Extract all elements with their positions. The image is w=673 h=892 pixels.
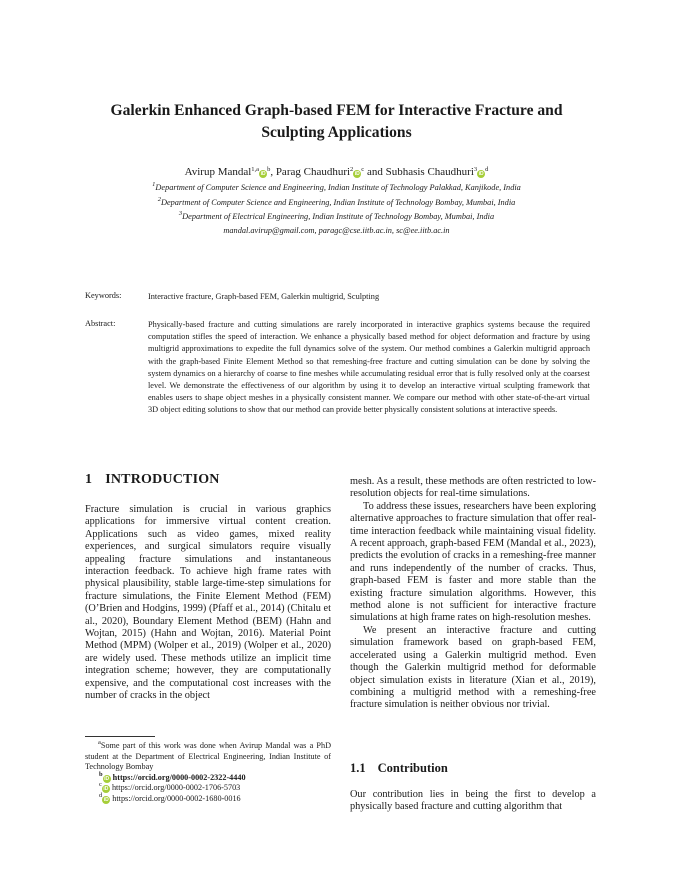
- author-footnote-mark: c: [361, 166, 365, 173]
- subsection-number: 1.1: [350, 761, 366, 775]
- author-affil-mark: 1,a: [251, 166, 260, 173]
- subsection-body: [350, 789, 596, 814]
- author-name: Parag Chaudhuri: [275, 166, 351, 178]
- left-column: [85, 504, 331, 703]
- author-footnote-mark: d: [485, 166, 489, 173]
- footnote-mark: d: [99, 791, 103, 799]
- author-affil-mark: 3: [473, 166, 478, 173]
- affiliation-2: [40, 197, 633, 209]
- affiliation-3: [40, 211, 633, 223]
- body-paragraph: To address these issues, researchers have been exploring alternative approaches to fracture simulation that offer real-time interaction feedback while maintaining visual fidelity. A recent approach, graph-based FEM (Mandal et al., 2023), predicts the evolution of cracks in a remeshing-free manner and runs independently of the number of cracks. Thus, graph-based FEM is faster and more stable than the existing fracture simulation algorithms. However, this method alone is not sufficient for interactive fracture simulations at high frame rates on high-resolution meshes.: [350, 500, 596, 624]
- affiliation-text: Department of Computer Science and Engineering, Indian Institute of Technology Palakkad, Kanjikode, India: [155, 183, 521, 192]
- right-column: [350, 476, 596, 712]
- author-emails[interactable]: mandal.avirup@gmail.com, paragc@cse.iitb.ac.in, sc@ee.iitb.ac.in: [223, 226, 450, 235]
- orcid-icon: iD: [104, 775, 110, 782]
- footnotes: [85, 741, 331, 805]
- footnote-d: [85, 791, 331, 805]
- affiliation-text: Department of Computer Science and Engineering, Indian Institute of Technology Bombay, Mumbai, India: [160, 198, 516, 207]
- orcid-icon[interactable]: iD: [478, 171, 484, 177]
- body-paragraph: We present an interactive fracture and cutting simulation framework based on graph-based FEM, accelerated using a Galerkin multigrid method. Even though the Galerkin multigrid method for deformable object simulation exists in literature (Xian et al., 2019), combining a multigrid method with a remeshing-free fracture simulation is neither obvious nor trivial.: [350, 624, 596, 711]
- paper-title: [40, 100, 633, 144]
- subsection-heading: [350, 761, 448, 776]
- affiliation-number: 1: [152, 181, 156, 188]
- affiliation-1: [40, 182, 633, 194]
- footnote-mark: c: [99, 781, 102, 789]
- author-affil-mark: 2: [350, 166, 354, 173]
- abstract-text: Physically-based fracture and cutting simulations are rarely incorporated in interactive graphics systems because the required computation stifles the speed of interaction. We enhance a physically based method for object deformation and fracture by using multigrid approximations to expedite the full dynamics solve of the system. Our method combines a Galerkin multigrid approach with the graph-based Finite Element Method so that remeshing-free fracture and cutting simulation can be done by solving the system dynamics on a hierarchy of coarse to fine meshes while accumulating residual error that is fully resolved only at the coarsest level. We demonstrate the effectiveness of our algorithm by using it to develop an interactive virtual sculpting framework that enables users to shape object meshes in a physically consistent manner. We compare our method with other state-of-the-art virtual 3D object editing solutions to show that our method can provide better physically consistent solutions at interactive speeds.: [148, 320, 590, 415]
- footnote-mark: a: [98, 739, 101, 746]
- section-number: 1: [85, 472, 93, 487]
- footnote-mark: b: [99, 770, 103, 778]
- author-list: [40, 165, 633, 179]
- author-separator: and: [364, 166, 386, 178]
- author-separator: ,: [270, 166, 276, 178]
- paper-title-line-1: Galerkin Enhanced Graph-based FEM for Interactive Fracture and: [110, 102, 563, 119]
- keywords-label: Keywords:: [85, 291, 122, 300]
- section-heading: [85, 472, 220, 488]
- orcid-link[interactable]: https://orcid.org/0000-0002-1706-5703: [111, 783, 241, 793]
- body-paragraph: mesh. As a result, these methods are often restricted to low-resolution objects for real-time simulations.: [350, 476, 596, 500]
- body-paragraph: Our contribution lies in being the first to develop a physically based fracture and cutting algorithm that: [350, 789, 596, 813]
- orcid-icon[interactable]: iD: [260, 171, 266, 177]
- footnote-c: [85, 783, 331, 794]
- orcid-icon: iD: [103, 786, 109, 793]
- orcid-link[interactable]: https://orcid.org/0000-0002-1680-0016: [112, 793, 241, 803]
- body-paragraph: Fracture simulation is crucial in various graphics applications for immersive virtual content creation. Applications such as video games, mixed reality experiences, and surgical simulators require visually appealing fracture simulations and instantaneous interaction feedback. To achieve high frame rates with physical plausibility, stable large-time-step simulations for fracture simulations, the Finite Element Method (FEM) (O’Brien and Hodgins, 1999) (Pfaff et al., 2014) (Chitalu et al., 2020), Boundary Element Method (BEM) (Hahn and Wojtan, 2015) (Hahn and Wojtan, 2016). Material Point Method (MPM) (Wolper et al., 2019) (Wolper et al., 2020) are widely used. These methods utilize an implicit time integration scheme; however, they are computationally expensive, and the computational cost increases with the number of cracks in the object: [85, 504, 331, 702]
- orcid-icon[interactable]: iD: [354, 171, 360, 177]
- footnote-rule: [85, 736, 155, 737]
- author-name: Subhasis Chaudhuri: [385, 166, 474, 178]
- orcid-icon: iD: [103, 796, 109, 803]
- affiliation-text: Department of Electrical Engineering, Indian Institute of Technology Bombay, Mumbai, India: [182, 212, 495, 221]
- abstract-label: Abstract:: [85, 319, 116, 328]
- affiliation-number: 2: [157, 196, 161, 203]
- author-name: Avirup Mandal: [184, 166, 252, 178]
- footnote-a: [85, 741, 331, 773]
- orcid-link[interactable]: https://orcid.org/0000-0002-2322-4440: [112, 772, 246, 782]
- footnote-text: Some part of this work was done when Avirup Mandal was a PhD student at the Department of Electrical Engineering, Indian Institute of Technology Bombay: [85, 741, 331, 772]
- author-footnote-mark: b: [267, 166, 271, 173]
- footnote-b: [85, 770, 331, 784]
- subsection-title: Contribution: [377, 761, 448, 775]
- section-title: INTRODUCTION: [105, 472, 220, 487]
- paper-title-line-2: Sculpting Applications: [261, 124, 412, 141]
- keywords-text: Interactive fracture, Graph-based FEM, Galerkin multigrid, Sculpting: [148, 292, 380, 301]
- affiliation-number: 3: [178, 210, 183, 217]
